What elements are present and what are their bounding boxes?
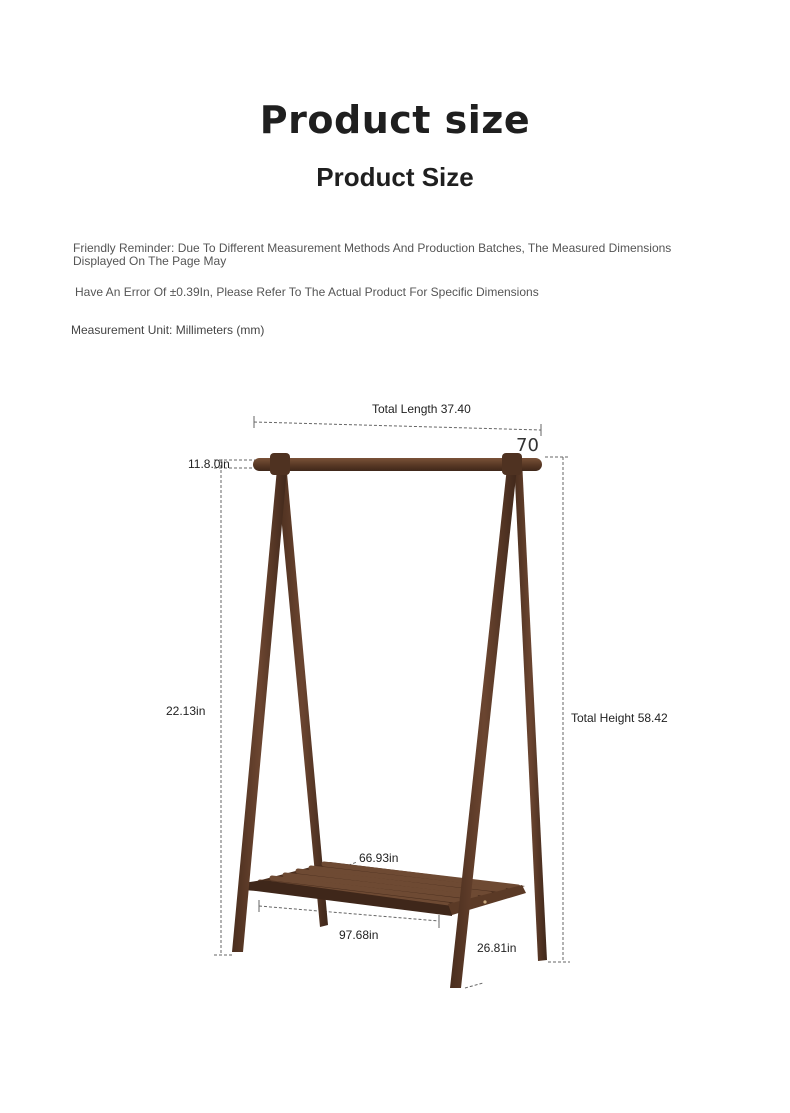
- hanging-bar: [253, 453, 542, 475]
- shelf-length-label: 97.68in: [339, 928, 379, 942]
- error-note: Have An Error Of ±0.39In, Please Refer To The Actual Product For Specific Dimensions: [75, 285, 539, 299]
- page-subtitle: Product Size: [316, 162, 474, 192]
- shelf-width-label: 66.93in: [359, 851, 399, 865]
- left-height-label: 22.13in: [166, 704, 206, 718]
- reminder-note: Friendly Reminder: Due To Different Measurement Methods And Production Batches, The Measured Dimensions Displayed On The Page May: [73, 241, 672, 268]
- foot-label: 26.81in: [477, 941, 517, 955]
- depth-label: 70: [516, 435, 539, 456]
- total-length-label: Total Length 37.40: [372, 402, 471, 416]
- front-legs: [232, 458, 518, 988]
- page-title: Product size: [259, 98, 531, 142]
- bar-height-label: 11.8.0in: [188, 457, 230, 471]
- unit-note: Measurement Unit: Millimeters (mm): [71, 323, 265, 337]
- total-height-label: Total Height 58.42: [571, 711, 668, 725]
